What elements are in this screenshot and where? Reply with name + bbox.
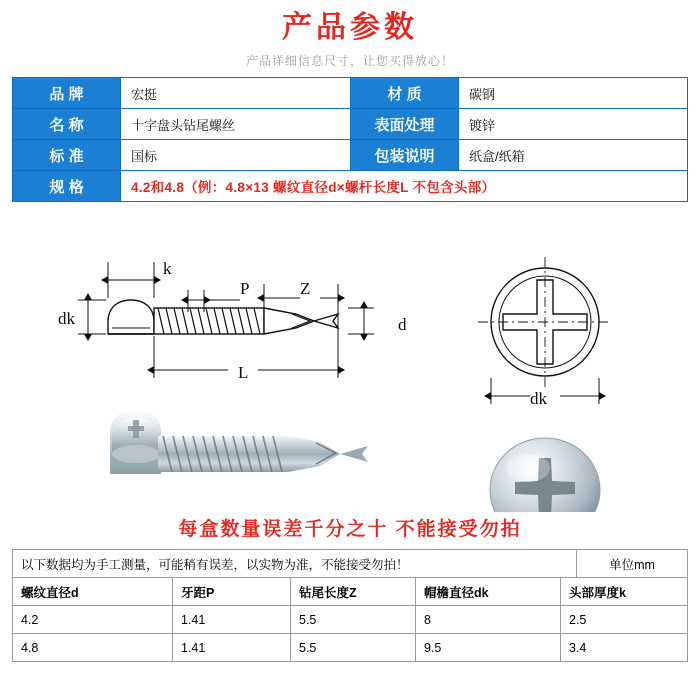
table-note-row	[13, 550, 687, 578]
spec-row	[13, 109, 687, 140]
product-illustration	[0, 202, 700, 512]
cell-dk: 9.5	[416, 634, 561, 661]
cell-z: 5.5	[291, 606, 416, 633]
dim-label-L: L	[238, 363, 249, 382]
spec-value-material: 碳钢	[469, 86, 496, 102]
dim-label-dk-side: dk	[58, 309, 75, 328]
cell-z: 5.5	[291, 634, 416, 661]
table-unit: 单位mm	[609, 557, 655, 572]
page-subtitle: 产品详细信息尺寸，让您买得放心！	[245, 54, 454, 68]
dim-label-Z: Z	[300, 279, 311, 298]
col-header-p: 牙距P	[173, 578, 291, 605]
cell-p: 1.41	[173, 606, 291, 633]
page-title: 产品参数	[282, 11, 418, 44]
cell-k: 3.4	[569, 640, 587, 655]
col-header-dk: 帽檐直径dk	[416, 578, 561, 605]
dim-label-k: k	[163, 259, 172, 278]
photo-front-head	[490, 438, 600, 512]
col-header-z: 钻尾长度Z	[291, 578, 416, 605]
measurement-table	[12, 549, 688, 662]
spec-row	[13, 78, 687, 109]
red-note: 每盒数量误差千分之十 不能接受勿拍	[178, 519, 522, 540]
table-row	[13, 606, 687, 634]
spec-row	[13, 140, 687, 171]
spec-label-surface: 表面处理	[351, 109, 459, 139]
drawing-front-head	[478, 257, 612, 388]
cell-d: 4.8	[13, 634, 173, 661]
table-header-row	[13, 578, 687, 606]
photo-side-screw	[110, 410, 368, 474]
spec-row-specification	[13, 171, 687, 202]
spec-label-name: 名 称	[13, 109, 121, 139]
cell-p: 1.41	[173, 634, 291, 661]
spec-value-brand: 宏挺	[121, 78, 351, 108]
col-header-d: 螺纹直径d	[13, 578, 173, 605]
spec-table	[12, 77, 688, 202]
spec-label-material: 材 质	[351, 78, 459, 108]
col-header-k: 头部厚度k	[569, 585, 626, 600]
spec-value-name: 十字盘头钻尾螺丝	[121, 109, 351, 139]
spec-value-surface: 镀锌	[469, 117, 496, 133]
spec-label-brand: 品 牌	[13, 78, 121, 108]
spec-value-standard: 国标	[121, 140, 351, 170]
spec-label-standard: 标 准	[13, 140, 121, 170]
table-note: 以下数据均为手工测量，可能稍有误差，以实物为准，不能接受勿拍！	[13, 550, 577, 577]
spec-label-packaging: 包装说明	[351, 140, 459, 170]
spec-value-specification: 4.2和4.8（例：4.8×13 螺纹直径d×螺杆长度L 不包含头部）	[131, 180, 496, 195]
dim-label-dk-front: dk	[530, 389, 547, 408]
drawing-side-screw	[108, 300, 338, 334]
table-row	[13, 634, 687, 662]
cell-k: 2.5	[569, 612, 587, 627]
dim-label-P: P	[240, 279, 250, 298]
cell-d: 4.2	[13, 606, 173, 633]
spec-value-packaging: 纸盒/纸箱	[469, 148, 525, 164]
spec-label-specification: 规 格	[13, 171, 121, 201]
dim-label-d: d	[398, 315, 407, 334]
cell-dk: 8	[416, 606, 561, 633]
